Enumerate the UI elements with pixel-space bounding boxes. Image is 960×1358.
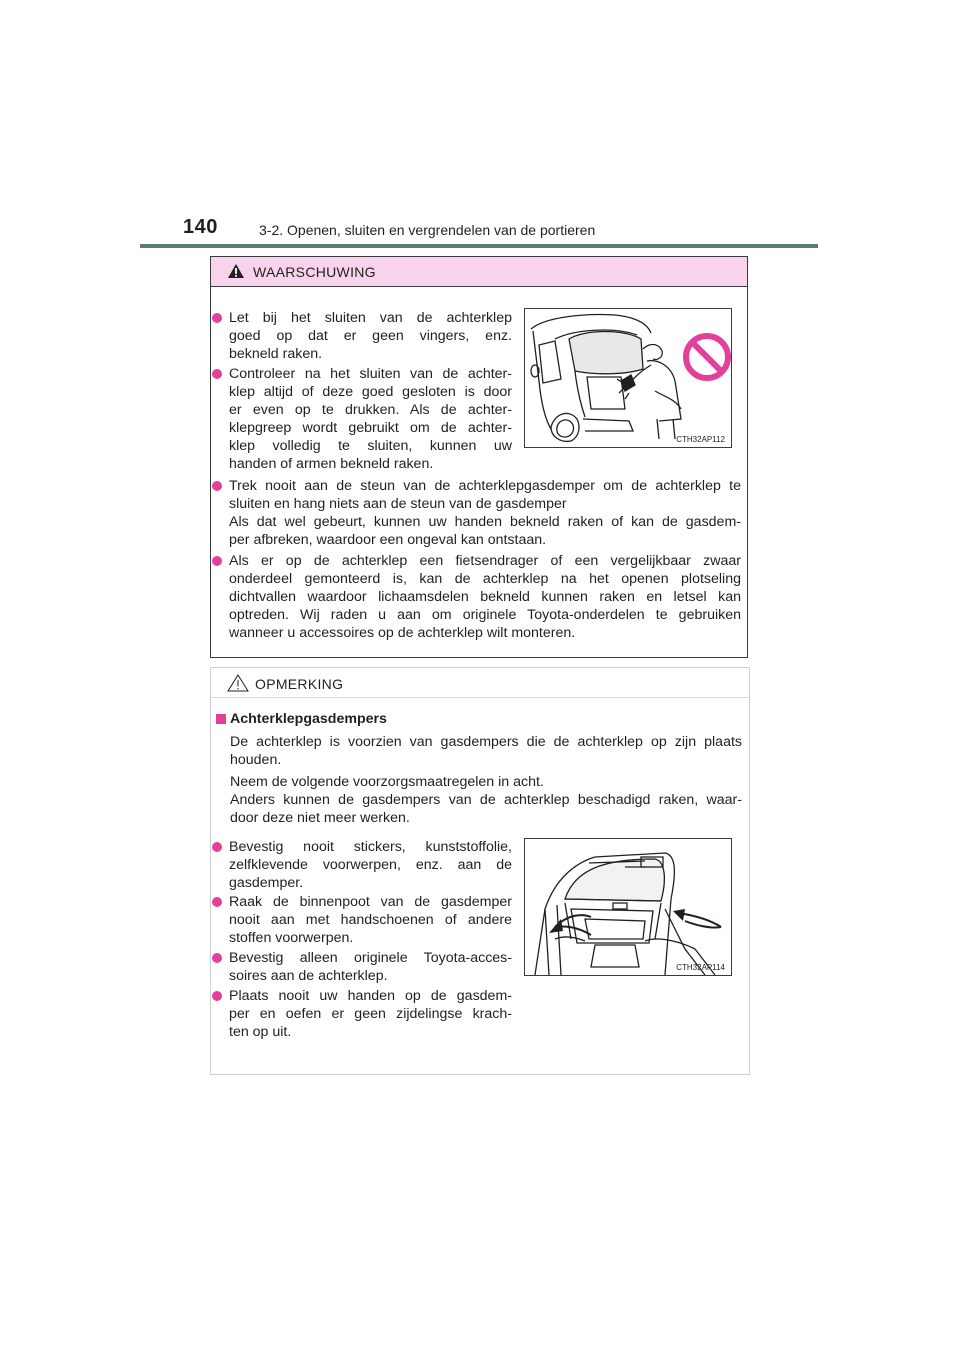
bullet-icon xyxy=(212,369,222,379)
note-item-1: Bevestig nooit stickers, kunststoffolie, zelfklevende voorwerpen, enz. aan de gasdemper. xyxy=(229,838,512,892)
section-subtitle: Achterklepgasdempers xyxy=(230,711,387,727)
header-divider xyxy=(140,244,818,248)
warning-header xyxy=(211,257,747,287)
note-title: OPMERKING xyxy=(255,676,344,692)
bullet-icon xyxy=(212,842,222,852)
bullet-icon xyxy=(212,897,222,907)
warning-title: WAARSCHUWING xyxy=(253,264,376,280)
figure-code: CTH32AP114 xyxy=(676,963,725,972)
gas-damper-illustration xyxy=(524,838,732,976)
bullet-icon xyxy=(212,991,222,1001)
bullet-icon xyxy=(212,556,222,566)
bullet-icon xyxy=(212,481,222,491)
square-bullet-icon xyxy=(216,714,226,724)
note-header xyxy=(211,668,749,698)
note-item-3: Bevestig alleen originele Toyota-acces- soires aan de achterklep. xyxy=(229,949,512,985)
bullet-icon xyxy=(212,313,222,323)
bullet-icon xyxy=(212,953,222,963)
section-title: 3-2. Openen, sluiten en vergrendelen van de portieren xyxy=(259,222,596,238)
note-item-2: Raak de binnenpoot van de gasdemper nooit aan met handschoenen of andere stoffen voorwerpen. xyxy=(229,893,512,947)
figure-code: CTH32AP112 xyxy=(676,435,725,444)
warning-item-2: Controleer na het sluiten van de achter- klep altijd of deze goed gesloten is door er even op te drukken. Als de achter- klepgreep wordt gebruikt om de achter- klep volledig te sluiten, kunnen uw handen of armen bekneld raken. xyxy=(229,365,512,473)
page-number: 140 xyxy=(183,216,218,238)
note-paragraph-2: Neem de volgende voorzorgsmaatregelen in acht. Anders kunnen de gasdempers van de achterklep beschadigd raken, waar- door deze niet meer werken. xyxy=(230,774,742,826)
caution-outline-icon xyxy=(227,674,249,692)
warning-icon xyxy=(227,263,245,279)
note-item-4: Plaats nooit uw handen op de gasdem- per en oefen er geen zijdelingse krach- ten op uit. xyxy=(229,987,512,1041)
open-tailgate-icon xyxy=(525,839,731,975)
warning-item-4: Als er op de achterklep een fietsendrager of een vergelijkbaar zwaar onderdeel gemonteerd is, kan de achterklep na het openen plotseling dichtvallen waardoor lichaamsdelen bekneld kunnen raken en letsel kan optreden. Wij raden u aan om originele Toyota-onderdelen te gebruiken wanneer u accessoires op de achterklep wilt monteren. xyxy=(229,552,741,642)
note-paragraph-1: De achterklep is voorzien van gasdempers die de achterklep op zijn plaats houden. xyxy=(230,734,742,768)
page-header xyxy=(183,218,823,242)
car-tailgate-hand-icon xyxy=(525,309,731,447)
warning-item-1: Let bij het sluiten van de achterklep goed op dat er geen vingers, enz. bekneld raken. xyxy=(229,309,512,363)
tailgate-closing-illustration xyxy=(524,308,732,448)
warning-item-3: Trek nooit aan de steun van de achterklepgasdemper om de achterklep te sluiten en hang niets aan de steun van de gasdemper Als dat wel gebeurt, kunnen uw handen bekneld raken of kan de gasdem- per afbreken, waardoor een ongeval kan ontstaan. xyxy=(229,477,741,549)
